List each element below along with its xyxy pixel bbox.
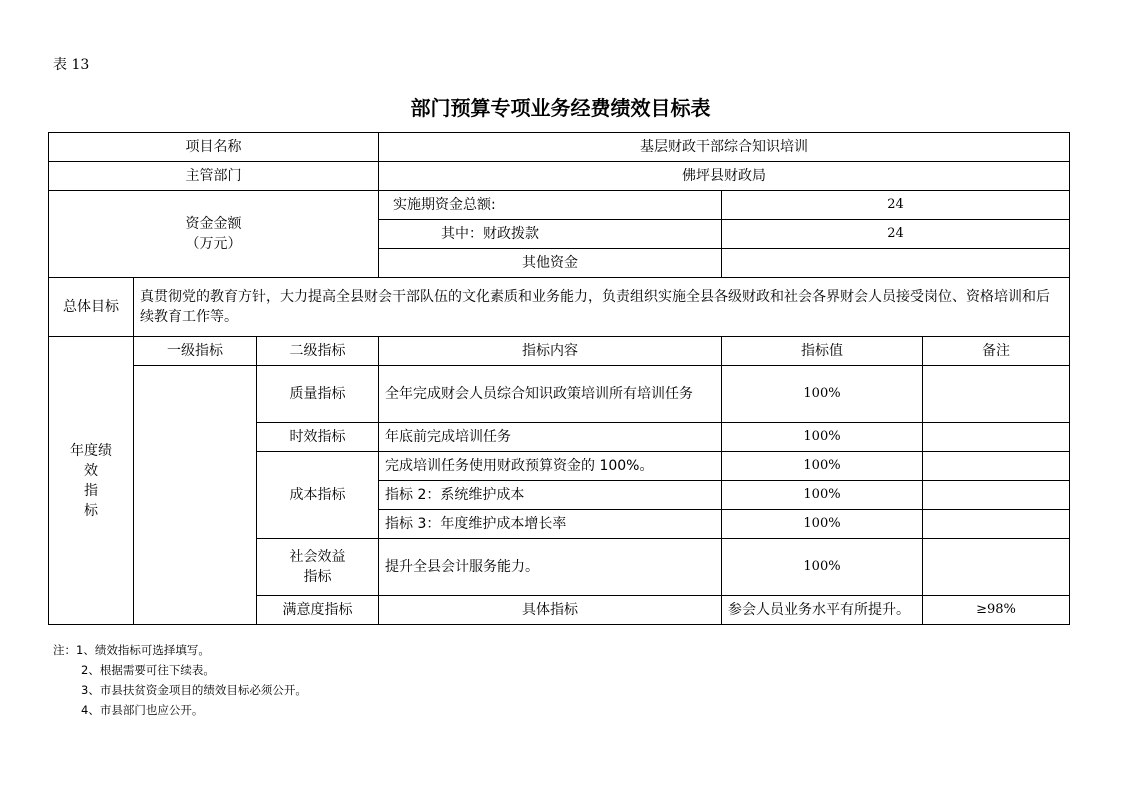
note-item: 2、根据需要可往下续表。 <box>81 663 215 677</box>
quality-content: 全年完成财会人员综合知识政策培训所有培训任务 <box>379 366 722 423</box>
header-value: 指标值 <box>722 337 923 366</box>
funds-total-value: 24 <box>722 191 1070 220</box>
level1-empty <box>134 366 257 625</box>
quality-level2: 质量指标 <box>257 366 379 423</box>
notes <box>53 640 307 720</box>
header-level1: 一级指标 <box>134 337 257 366</box>
timeliness-content: 年底前完成培训任务 <box>379 423 722 452</box>
funds-label <box>49 191 379 278</box>
funds-fiscal-value: 24 <box>722 220 1070 249</box>
overall-goal-label: 总体目标 <box>49 278 134 337</box>
social-remark <box>923 539 1070 596</box>
satisfaction-level1: 满意度指标 <box>257 596 379 625</box>
overall-goal-text: 真贯彻党的教育方针，大力提高全县财会干部队伍的文化素质和业务能力，负责组织实施全县各级财政和社会各界财会人员接受岗位、资格培训和后续教育工作等。 <box>134 278 1070 337</box>
cost-remark-1 <box>923 452 1070 481</box>
notes-prefix: 注： <box>53 643 76 657</box>
timeliness-remark <box>923 423 1070 452</box>
cost-content-1: 完成培训任务使用财政预算资金的 100%。 <box>379 452 722 481</box>
quality-value: 100% <box>722 366 923 423</box>
header-remark: 备注 <box>923 337 1070 366</box>
table-row <box>49 162 1070 191</box>
annual-label-line: 标 <box>84 502 98 519</box>
funds-label-line2: （万元） <box>185 236 242 252</box>
cost-value-3: 100% <box>722 510 923 539</box>
project-name-label: 项目名称 <box>49 133 379 162</box>
table-row <box>49 278 1070 337</box>
annual-label-line: 指 <box>84 482 98 499</box>
timeliness-level2: 时效指标 <box>257 423 379 452</box>
timeliness-value: 100% <box>722 423 923 452</box>
table-row <box>49 337 1070 366</box>
satisfaction-value: ≥98% <box>923 596 1070 625</box>
note-line <box>53 640 307 660</box>
note-line <box>53 680 307 700</box>
quality-remark <box>923 366 1070 423</box>
annual-label-line: 效 <box>84 462 98 479</box>
note-item: 3、市县扶贫资金项目的绩效目标必须公开。 <box>81 683 307 697</box>
table-row <box>49 191 1070 220</box>
cost-remark-2 <box>923 481 1070 510</box>
table-number-label: 表 13 <box>53 57 90 73</box>
satisfaction-content: 参会人员业务水平有所提升。 <box>722 596 923 625</box>
social-level2 <box>257 539 379 596</box>
performance-target-table <box>48 132 1070 625</box>
social-content: 提升全县会计服务能力。 <box>379 539 722 596</box>
cost-level2: 成本指标 <box>257 452 379 539</box>
social-value: 100% <box>722 539 923 596</box>
funds-total-label: 实施期资金总额: <box>379 191 722 220</box>
annual-indicator-label <box>49 337 134 625</box>
funds-fiscal-label: 其中：财政拨款 <box>379 220 722 249</box>
note-line <box>53 660 307 680</box>
header-level2: 二级指标 <box>257 337 379 366</box>
social-level2-line1: 社会效益 <box>289 549 346 565</box>
funds-other-label: 其他资金 <box>379 249 722 278</box>
note-item: 1、绩效指标可选择填写。 <box>76 643 210 657</box>
satisfaction-level2: 具体指标 <box>379 596 722 625</box>
department-label: 主管部门 <box>49 162 379 191</box>
cost-value-2: 100% <box>722 481 923 510</box>
cost-content-2: 指标 2：系统维护成本 <box>379 481 722 510</box>
cost-value-1: 100% <box>722 452 923 481</box>
funds-other-value <box>722 249 1070 278</box>
table-row <box>49 366 1070 423</box>
funds-label-line1: 资金金额 <box>185 216 242 232</box>
department-value: 佛坪县财政局 <box>379 162 1070 191</box>
social-level2-line2: 指标 <box>303 569 332 585</box>
project-name-value: 基层财政干部综合知识培训 <box>379 133 1070 162</box>
header-content: 指标内容 <box>379 337 722 366</box>
note-item: 4、市县部门也应公开。 <box>81 703 204 717</box>
page-title: 部门预算专项业务经费绩效目标表 <box>410 96 711 120</box>
table-row <box>49 133 1070 162</box>
cost-content-3: 指标 3：年度维护成本增长率 <box>379 510 722 539</box>
note-line <box>53 700 307 720</box>
cost-remark-3 <box>923 510 1070 539</box>
annual-label-line: 年度绩 <box>70 442 112 459</box>
